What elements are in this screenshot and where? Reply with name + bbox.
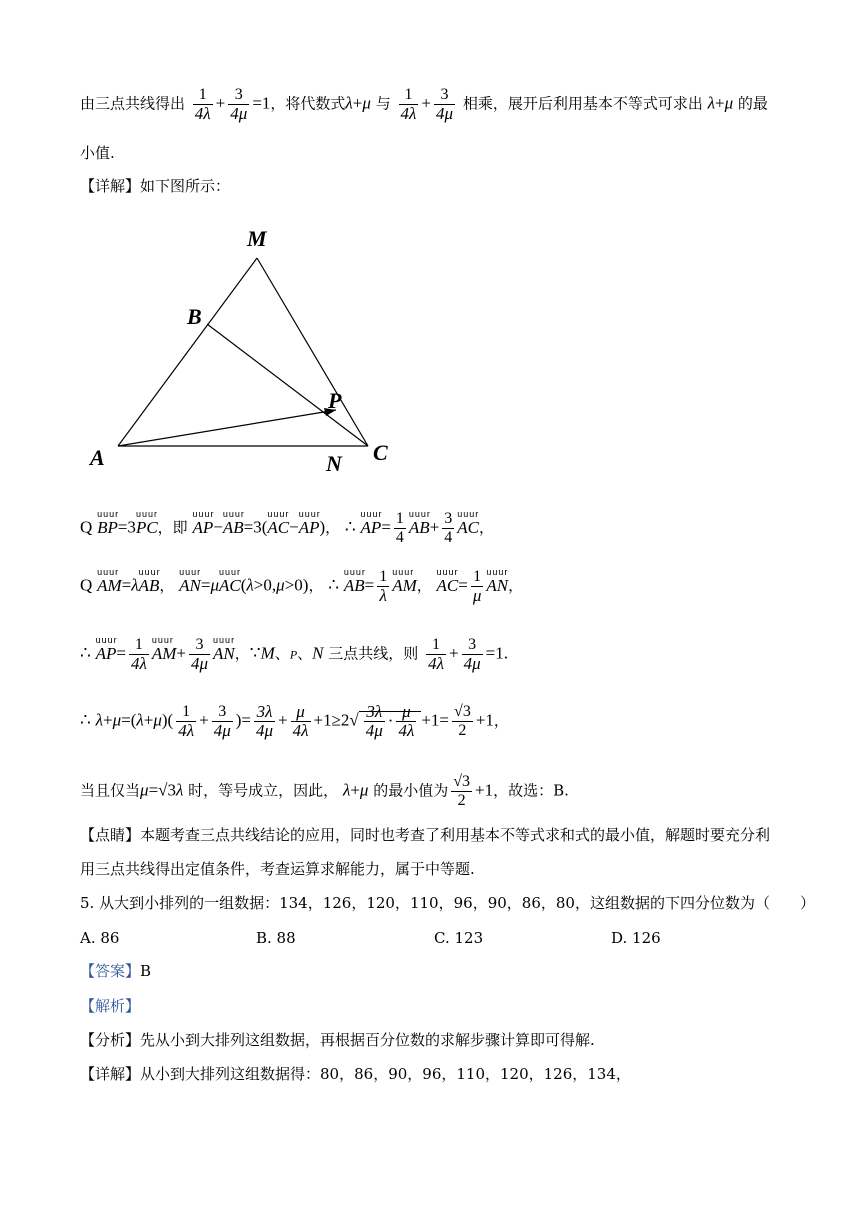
triangle-figure xyxy=(80,220,420,480)
intro-line-2: 小值. xyxy=(80,144,115,162)
option-c: C. 123 xyxy=(434,929,484,947)
answer-line xyxy=(80,961,151,981)
comment-line-1: 【点睛】本题考查三点共线结论的应用，同时也考查了利用基本不等式求和式的最小值，解题时要充分利 xyxy=(80,826,771,844)
label-b: B xyxy=(187,304,202,329)
answer-label: 【答案】 xyxy=(80,962,141,980)
options-row xyxy=(80,928,780,948)
answer-value: B xyxy=(140,962,152,980)
equation-line-1: Q uuur BP=3uuur PC，即 uuur AP−uuur AB=3(uuur AC−uuur AP)， ∴ uuur AP= $\frac{1}{4}$ uuur AB+ $\frac{3}{4}$ uuur AC， xyxy=(80,510,494,547)
label-n: N xyxy=(326,451,342,476)
fraction: $\frac{1}{4\lambda}$ xyxy=(194,86,211,123)
segment-am xyxy=(118,258,257,446)
detail-line: 【详解】从小到大排列这组数据得：80，86，90，96，110，120，126，134， xyxy=(80,1065,631,1083)
question-5: 5. 从大到小排列的一组数据：134，126，120，110，96，90，86，80，这组数据的下四分位数为（ ） xyxy=(80,894,815,912)
analysis-label: 【解析】 xyxy=(80,997,141,1015)
label-a: A xyxy=(90,445,105,470)
detail-heading: 【详解】如下图所示： xyxy=(80,177,231,195)
label-m: M xyxy=(247,226,267,251)
equation-line-3: ∴ uuur AP= $\frac{1}{4\lambda}$ uuur AM+ $\frac{3}{4\mu}$ uuur AN，∵M、P、N 三点共线，则 $\frac{1}{4\lambda}$ + $\frac{3}{4\mu}$ =1. xyxy=(80,636,508,673)
fraction: $\frac{3}{4\mu}$ xyxy=(230,86,248,123)
label-p: P xyxy=(328,388,342,413)
equation-line-4: ∴ λ+μ=(λ+μ)( $\frac{1}{4\lambda}$ + $\frac{3}{4\mu}$ )= $\frac{3\lambda}{4\mu}$ + $\frac{\mu}{4\lambda}$ +1≥2√ $\frac{3\lambda}{4\mu}$ · $\frac{\mu}{4\lambda}$ +1= $\frac{√3}{2}$ +1， xyxy=(80,702,509,740)
option-a: A. 86 xyxy=(80,929,120,947)
analysis-line: 【分析】先从小到大排列这组数据，再根据百分位数的求解步骤计算即可得解. xyxy=(80,1031,595,1049)
text: 由三点共线得出 xyxy=(80,94,186,113)
option-d: D. 126 xyxy=(611,929,661,947)
option-b: B. 88 xyxy=(256,929,296,947)
label-c: C xyxy=(373,440,388,465)
segment-mc xyxy=(257,258,368,446)
intro-line-1: 由三点共线得出 $\frac{1}{4\lambda}$ + $\frac{3}{4\mu}$ =1，将代数式λ+μ 与 $\frac{1}{4\lambda}$ + $\frac{3}{4\mu}$ 相乘，展开后利用基本不等式可求出 λ+μ 的最 xyxy=(80,86,768,123)
vector-ap xyxy=(118,410,336,446)
equation-line-2: Q uuur AM=λuuur AB， uuur AN=μuuur AC(λ>0,μ>0)， ∴ uuur AB= $\frac{1}{\lambda}$ uuur AM， uuur AC= $\frac{1}{\mu}$ uuur AN， xyxy=(80,568,523,605)
equation-line-5: 当且仅当μ=√3λ 时，等号成立，因此， λ+μ 的最小值为 $\frac{√3}{2}$ +1，故选：B. xyxy=(80,773,569,809)
comment-line-2: 用三点共线得出定值条件，考查运算求解能力，属于中等题. xyxy=(80,860,475,878)
